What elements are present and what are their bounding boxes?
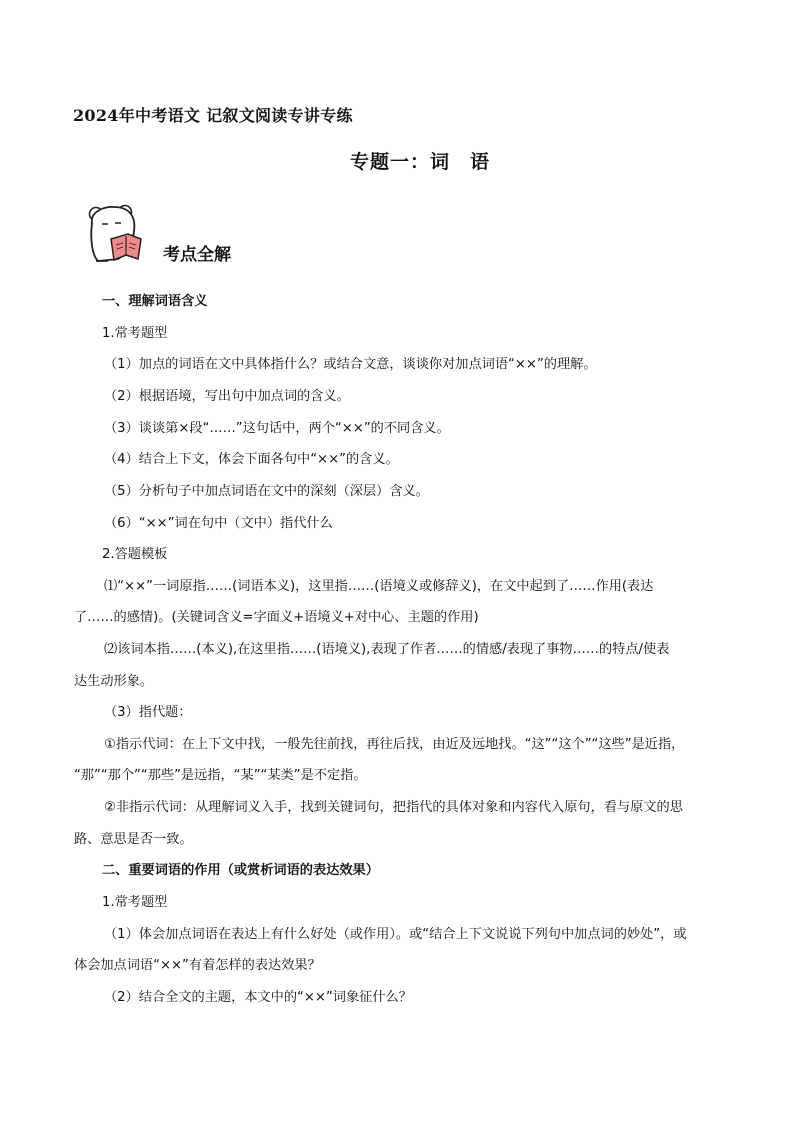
subheading-answer-template: 2.答题模板	[102, 547, 168, 562]
list-item: （1）加点的词语在文中具体指什么？或结合文意，谈谈你对加点词语“××”的理解。	[104, 357, 597, 372]
paragraph-line: ⑵该词本指……(本义),在这里指……(语境义),表现了作者……的情感/表现了事物……的特点/使表	[104, 642, 670, 657]
paragraph-line: （1）体会加点词语在表达上有什么好处（或作用）。或“结合上下文说说下列句中加点词的妙处”，或	[104, 927, 687, 942]
heading-word-function: 二、重要词语的作用（或赏析词语的表达效果）	[102, 863, 379, 878]
paragraph-line: 达生动形象。	[74, 674, 154, 689]
topic-title: 专题一：词 语	[350, 151, 491, 173]
paragraph-line: （3）指代题：	[104, 705, 192, 720]
paragraph-line: 了……的感情)。(关键词含义=字面义+语境义+对中心、主题的作用)	[74, 610, 479, 625]
paragraph-line: ②非指示代词：从理解词义入手，找到关键词句，把指代的具体对象和内容代入原句，看与原文的思	[104, 800, 683, 815]
heading-understand-meaning: 一、理解词语含义	[102, 294, 208, 309]
paragraph-line: ⑴“××”一词原指……(词语本义)，这里指……(语境义或修辞义)，在文中起到了……作用(表达	[104, 579, 654, 594]
bear-reading-icon	[86, 203, 148, 267]
list-item: （5）分析句子中加点词语在文中的深刻（深层）含义。	[104, 484, 429, 499]
list-item: （2）根据语境，写出句中加点词的含义。	[104, 389, 350, 404]
section-banner-label: 考点全解	[163, 245, 231, 265]
document-title: 2024年中考语文 记叙文阅读专讲专练	[73, 106, 353, 125]
subheading-common-types-2: 1.常考题型	[102, 895, 168, 910]
paragraph-line: ①指示代词：在上下文中找，一般先往前找，再往后找，由近及远地找。“这”“这个”“这些”是近指，	[104, 737, 685, 752]
subheading-common-types: 1.常考题型	[102, 326, 168, 341]
list-item: （4）结合上下文，体会下面各句中“××”的含义。	[104, 452, 399, 467]
list-item: （3）谈谈第×段“……”这句话中，两个“××”的不同含义。	[104, 421, 450, 436]
paragraph-line: 体会加点词语“××”有着怎样的表达效果？	[74, 958, 321, 973]
list-item: （6）“××”词在句中（文中）指代什么	[104, 516, 333, 531]
paragraph-line: “那”“那个”“那些”是远指，“某”“某类”是不定指。	[74, 768, 367, 783]
paragraph-line: （2）结合全文的主题，本文中的“××”词象征什么？	[104, 990, 412, 1005]
paragraph-line: 路、意思是否一致。	[74, 832, 193, 847]
